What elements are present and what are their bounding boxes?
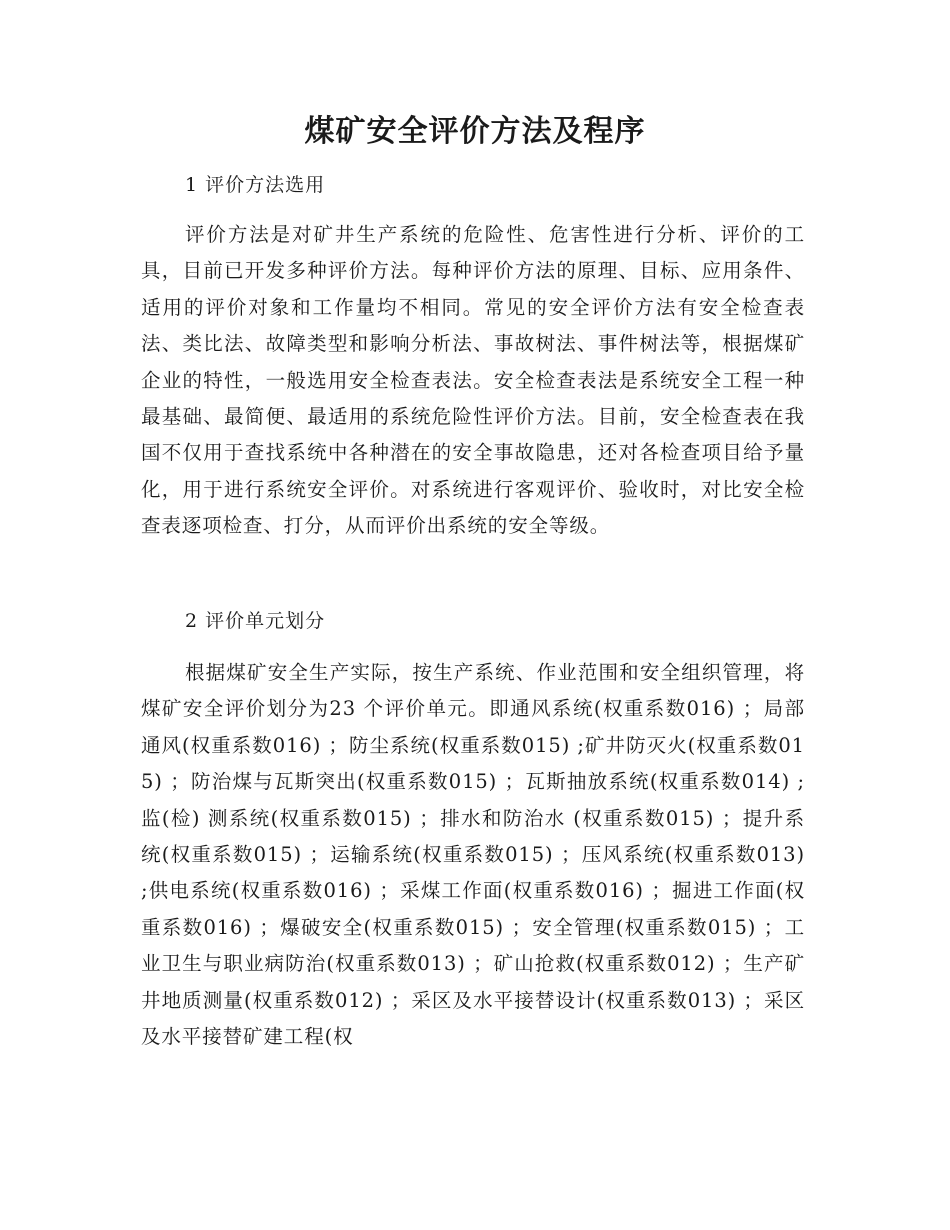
section-heading-2: 2 评价单元划分: [185, 610, 326, 632]
section-paragraph-1: 评价方法是对矿井生产系统的危险性、危害性进行分析、评价的工具，目前已开发多种评价方法。每种评价方法的原理、目标、应用条件、适用的评价对象和工作量均不相同。常见的安全评价方法有安全检查表法、类比法、故障类型和影响分析法、事故树法、事件树法等，根据煤矿企业的特性，一般选用安全检查表法。安全检查表法是系统安全工程一种最基础、最简便、最适用的系统危险性评价方法。目前，安全检查表在我国不仅用于查找系统中各种潜在的安全事故隐患，还对各检查项目给予量化，用于进行系统安全评价。对系统进行客观评价、验收时，对比安全检查表逐项检查、打分，从而评价出系统的安全等级。: [141, 223, 805, 538]
section-paragraph-2: 根据煤矿安全生产实际，按生产系统、作业范围和安全组织管理，将煤矿安全评价划分为23 个评价单元。即通风系统(权重系数016) ；局部通风(权重系数016) ；防尘系统(权重系数015) ;矿井防灭火(权重系数015) ；防治煤与瓦斯突出(权重系数015) ；瓦斯抽放系统(权重系数014) ;监(检) 测系统(权重系数015) ；排水和防治水 (权重系数015) ；提升系统(权重系数015) ；运输系统(权重系数015) ；压风系统(权重系数013) ;供电系统(权重系数016) ；采煤工作面(权重系数016) ；掘进工作面(权重系数016) ；爆破安全(权重系数015) ；安全管理(权重系数015) ；工业卫生与职业病防治(权重系数013) ；矿山抢救(权重系数012) ；生产矿井地质测量(权重系数012) ；采区及水平接替设计(权重系数013) ；采区及水平接替矿建工程(权: [141, 661, 805, 1049]
section-heading-1: 1 评价方法选用: [185, 174, 326, 196]
document-title: 煤矿安全评价方法及程序: [304, 114, 646, 149]
